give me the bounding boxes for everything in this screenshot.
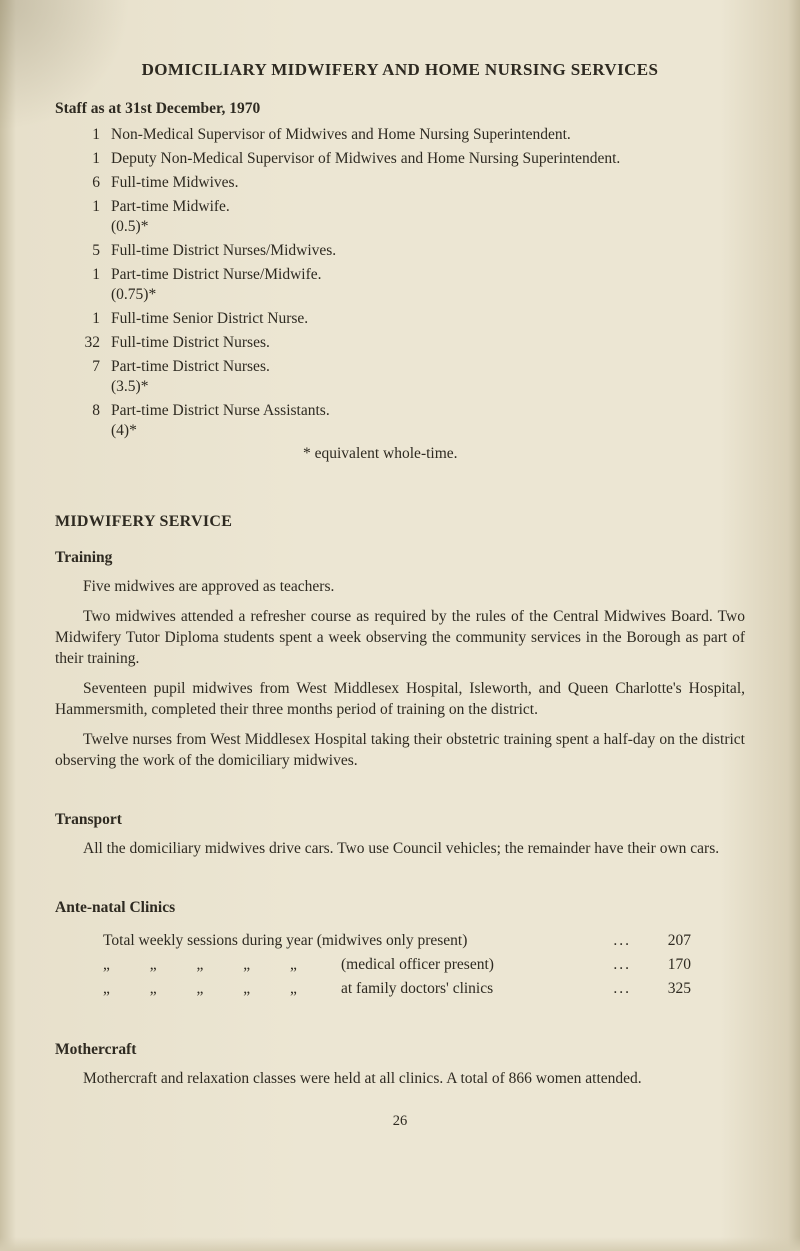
antenatal-label: Total weekly sessions during year (midwives only present): [103, 932, 468, 949]
staff-text-line: Full-time District Nurses/Midwives.: [111, 242, 337, 259]
antenatal-row: [103, 929, 691, 953]
staff-text: [111, 309, 636, 329]
staff-item: [55, 265, 745, 305]
staff-text-line: Part-time District Nurse Assistants.: [111, 402, 330, 419]
staff-text: [111, 197, 636, 237]
ditto-marks: „ „ „ „ „: [103, 956, 297, 973]
staff-item: [55, 125, 745, 145]
staff-text: [111, 149, 636, 169]
staff-count: 1: [92, 310, 100, 327]
staff-count: 1: [92, 150, 100, 167]
antenatal-section: [55, 899, 745, 1001]
antenatal-value: 325: [667, 980, 691, 997]
staff-text-line: Part-time District Nurse/Midwife.: [111, 266, 322, 283]
staff-note: (0.5)*: [111, 218, 149, 235]
staff-text-line: Part-time Midwife.: [111, 198, 230, 215]
staff-heading: Staff as at 31st December, 1970: [55, 100, 261, 117]
staff-count: 8: [92, 402, 100, 419]
staff-text-line: Deputy Non-Medical Supervisor of Midwives and Home Nursing Superintendent.: [111, 150, 621, 167]
section-heading-midwifery-service: MIDWIFERY SERVICE: [55, 513, 233, 530]
transport-paragraph: All the domiciliary midwives drive cars. Two use Council vehicles; the remainder have their own cars.: [83, 840, 720, 857]
antenatal-label: (medical officer present): [341, 956, 494, 973]
dot-leader: ...: [613, 932, 631, 949]
page-title: DOMICILIARY MIDWIFERY AND HOME NURSING SERVICES: [141, 60, 659, 79]
training-paragraph: Two midwives attended a refresher course as required by the rules of the Central Midwives Board. Two Midwifery Tutor Diploma students spent a week observing the community services in the Borough as part of their training.: [55, 608, 745, 667]
antenatal-row: [103, 953, 691, 977]
antenatal-sessions-table: [103, 929, 691, 1001]
staff-text-line: Full-time Senior District Nurse.: [111, 310, 309, 327]
staff-text: [111, 333, 636, 353]
staff-count: 1: [92, 266, 100, 283]
staff-item: [55, 309, 745, 329]
staff-count: 7: [92, 358, 100, 375]
training-paragraph: Twelve nurses from West Middlesex Hospital taking their obstetric training spent a half-day on the district observing the work of the domiciliary midwives.: [55, 731, 745, 769]
staff-item: [55, 197, 745, 237]
antenatal-row: [103, 977, 691, 1001]
staff-note: (0.75)*: [111, 286, 157, 303]
staff-item: [55, 241, 745, 261]
staff-item: [55, 173, 745, 193]
subheading-transport: Transport: [55, 811, 122, 828]
staff-text: [111, 265, 636, 305]
staff-text-line: Full-time Midwives.: [111, 174, 239, 191]
mothercraft-section: [55, 1041, 745, 1089]
subheading-training: Training: [55, 549, 113, 566]
dot-leader: ...: [613, 956, 631, 973]
staff-item: [55, 333, 745, 353]
staff-text-line: Non-Medical Supervisor of Midwives and Home Nursing Superintendent.: [111, 126, 571, 143]
staff-list: [55, 125, 745, 441]
antenatal-label: at family doctors' clinics: [341, 980, 494, 997]
staff-item: [55, 401, 745, 441]
training-paragraph: Five midwives are approved as teachers.: [83, 578, 335, 595]
dot-leader: ...: [613, 980, 631, 997]
ditto-marks: „ „ „ „ „: [103, 980, 297, 997]
staff-item: [55, 149, 745, 169]
antenatal-value: 207: [667, 932, 691, 949]
transport-section: [55, 811, 745, 859]
staff-count: 1: [92, 198, 100, 215]
staff-count: 6: [92, 174, 100, 191]
staff-count: 1: [92, 126, 100, 143]
staff-footnote: * equivalent whole-time.: [303, 445, 458, 462]
staff-text-line: Full-time District Nurses.: [111, 334, 270, 351]
subheading-mothercraft: Mothercraft: [55, 1041, 137, 1058]
staff-item: [55, 357, 745, 397]
staff-text: [111, 401, 636, 441]
staff-text: [111, 357, 636, 397]
training-paragraph: Seventeen pupil midwives from West Middlesex Hospital, Isleworth, and Queen Charlotte's Hospital, Hammersmith, completed their three months period of training on the district.: [55, 680, 745, 718]
antenatal-value: 170: [667, 956, 691, 973]
page-number: 26: [392, 1113, 408, 1129]
subheading-antenatal-clinics: Ante-natal Clinics: [55, 899, 176, 916]
staff-note: (3.5)*: [111, 378, 149, 395]
staff-text-line: Part-time District Nurses.: [111, 358, 270, 375]
staff-text: [111, 173, 636, 193]
staff-count: 32: [84, 334, 100, 351]
staff-note: (4)*: [111, 422, 137, 439]
staff-text: [111, 125, 636, 145]
staff-text: [111, 241, 636, 261]
staff-count: 5: [92, 242, 100, 259]
mothercraft-paragraph: Mothercraft and relaxation classes were held at all clinics. A total of 866 women attended.: [83, 1070, 642, 1087]
